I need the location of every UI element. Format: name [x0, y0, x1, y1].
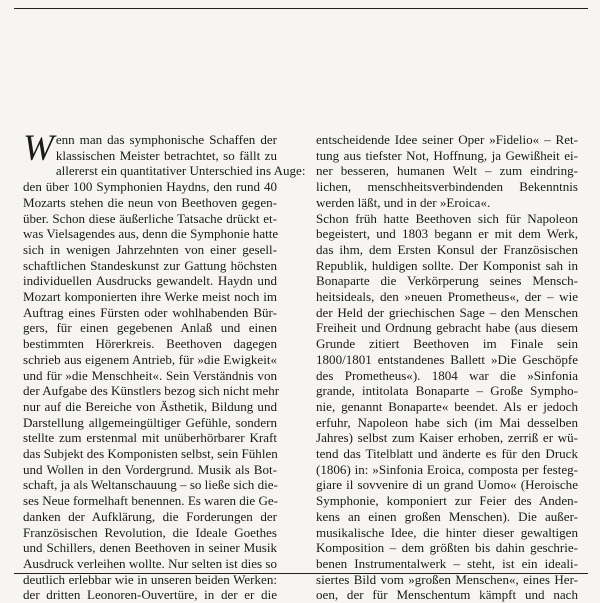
text-line: Französischen Revolution, die Ideale Goethes [23, 524, 277, 540]
text-line: klassischen Meister betrachtet, so fällt zu [55, 147, 277, 163]
text-line: sich in wenigen Jahrzehnten von einer gesell- [23, 241, 277, 257]
text-line: lichen, menschheitsverbindenden Bekenntnis [316, 179, 578, 195]
text-line: den über 100 Symphonien Haydns, den rund 40 [23, 179, 277, 195]
text-line: der dritten Leonoren-Ouvertüre, in der er die [23, 587, 277, 603]
bottom-rule [14, 573, 588, 574]
text-line: tung aus tiefster Not, Hoffnung, ja Gewißheit ei- [316, 147, 578, 163]
text-line: Freiheit und Ordnung gebracht habe (aus diesem [316, 320, 578, 336]
text-line: Symphonie, komponiert zur Feier des Anden- [316, 493, 578, 509]
text-line: begeistert, und 1803 begann er mit dem Werk, [316, 226, 578, 242]
text-line: stellte zum erstenmal mit unüberhörbarer Kraft [23, 430, 277, 446]
text-line: tend das Titelblatt und änderte es für den Druck [316, 446, 578, 462]
text-line: nie, genannt Bonaparte« beendet. Als er jedoch [316, 398, 578, 414]
text-line: Bonaparte die Verkörperung seines Mensch- [316, 273, 578, 289]
text-line: siertes Bild vom »großen Menschen«, eines Her- [316, 571, 578, 587]
text-line: musikalische Idee, die hinter dieser gewaltigen [316, 524, 578, 540]
text-line: Darstellung allgemeingültiger Gefühle, sondern [23, 414, 277, 430]
text-line: schrieb aus eigenem Antrieb, für »die Ewigkeit« [23, 351, 277, 367]
text-line: kens an einen großen Menschen). Die außer- [316, 508, 578, 524]
drop-cap-initial: W [23, 128, 54, 169]
text-line: entscheidende Idee seiner Oper »Fidelio« – Ret- [316, 132, 578, 147]
text-line: schaft, ja als Weltanschauung – so ließe sich die- [23, 477, 278, 493]
text-line: der Aufgabe des Künstlers bezog sich nicht mehr [23, 383, 280, 399]
text-line: heitsideals, den »neuen Prometheus«, der – wie [316, 289, 578, 305]
text-line: Republik, huldigen sollte. Der Komponist sah in [316, 257, 578, 273]
text-line: Ausdruck verleihen wollte. Nur selten ist dies so [23, 555, 277, 571]
text-line: das ihm, dem Ersten Konsul der Französischen [316, 241, 578, 257]
text-line: Schon früh hatte Beethoven sich für Napoleon [316, 210, 578, 226]
text-line: der Held der griechischen Sage – den Menschen [316, 304, 578, 320]
text-line: individuellen Ausdrucks gewandelt. Haydn und [23, 273, 277, 289]
text-line: gers, für einen gegebenen Anlaß und einen [23, 320, 277, 336]
text-line: bestimmten Hörerkreis. Beethoven dagegen [23, 336, 277, 352]
text-line: was Vielsagendes aus, denn die Symphonie hatte [23, 226, 279, 242]
text-line: erfuhr, Napoleon habe sich (im Mai desselben [316, 414, 578, 430]
left-text-column [23, 128, 306, 603]
text-line: werden läßt, und in der »Eroica«. [316, 194, 491, 210]
text-line: Komposition – dem größten bis dahin geschrie- [316, 540, 578, 556]
text-line: enn man das symphonische Schaffen der [55, 132, 277, 147]
text-line: 1800/1801 entstandenes Ballett »Die Geschöpfe [316, 351, 578, 367]
right-text-column [316, 132, 578, 603]
text-line: ner besseren, humanen Welt – zum eindring- [316, 163, 578, 179]
text-line: des Prometheus«). 1804 war die »Sinfonia [316, 367, 578, 383]
text-line: schaftlichen Standeskunst zur Gattung höchsten [23, 257, 277, 273]
text-line: danken der Aufklärung, die Forderungen der [23, 508, 277, 524]
text-line: über. Schon diese äußerliche Tatsache drückt et- [23, 210, 277, 226]
text-line: oen, der für Menschentum kämpft und nach [316, 587, 578, 603]
text-line: und Schillers, denen Beethoven in seiner Musik [23, 540, 277, 556]
text-line: Mozart komponierten ihre Werke meist noch im [23, 289, 277, 305]
text-line: Jahres) selbst zum Kaiser erhoben, zerriß er wü- [316, 430, 578, 446]
top-rule [14, 8, 588, 9]
text-line: deutlich erlebbar wie in unseren beiden Werken: [23, 571, 277, 587]
text-line: und Wollen in den Vordergrund. Musik als Bot- [23, 461, 277, 477]
text-line: und für »die Menschheit«. Sein Verständnis von [23, 367, 277, 383]
text-line: giare il sovvenire di un grand Uomo« (Heroische [316, 477, 578, 493]
text-line: Auftrag eines Fürsten oder wohlhabenden Bür- [23, 304, 277, 320]
text-line: (1806) in: »Sinfonia Eroica, composta per festeg- [316, 461, 578, 477]
text-line: das Subjekt des Komponisten selbst, sein Fühlen [23, 446, 278, 462]
text-line: Mozarts stehen die neun von Beethoven gegen- [23, 194, 277, 210]
text-line: grande, intitolata Bonaparte – Große Sympho- [316, 383, 578, 399]
text-line: ses Neue formelhaft benennen. Es waren die Ge- [23, 493, 279, 509]
text-line: allererst ein quantitativer Unterschied ins Auge: [55, 163, 306, 179]
text-line: benen Instrumentalwerk – steht, ist ein ideali- [316, 555, 578, 571]
text-line: Grunde zitiert Beethoven im Finale sein [316, 336, 578, 352]
text-line: nur auf die Bereiche von Ästhetik, Bildung und [23, 398, 277, 414]
